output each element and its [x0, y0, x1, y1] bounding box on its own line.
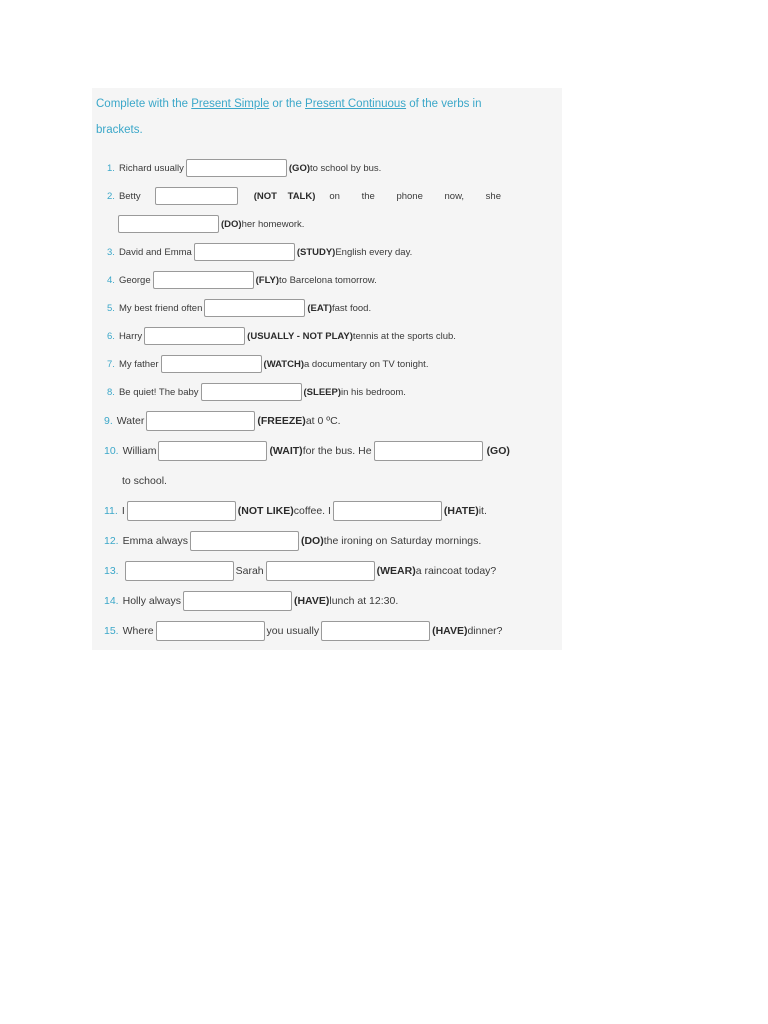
verb-prompt: (HAVE): [432, 625, 468, 637]
exercise-item-1: [107, 159, 381, 177]
item-text: I: [121, 505, 125, 517]
exercise-item-6: [107, 327, 456, 345]
item-number: 15.: [104, 625, 119, 637]
verb-prompt: (WEAR): [376, 565, 416, 577]
item-number: 4.: [107, 274, 115, 286]
item-number: 13.: [104, 565, 119, 577]
item-text: fast food.: [332, 302, 372, 314]
item-text: Betty: [118, 190, 141, 202]
item-text: Where: [122, 625, 154, 637]
verb-prompt: (EAT): [307, 302, 332, 314]
item-number: 1.: [107, 162, 115, 174]
item-text: William: [122, 445, 157, 457]
item-text: a raincoat today?: [415, 565, 497, 577]
item-text: dinner?: [467, 625, 503, 637]
present-continuous-label: Present Continuous: [305, 98, 407, 110]
answer-box-3[interactable]: [194, 243, 295, 261]
answer-box-2a[interactable]: [155, 187, 238, 205]
answer-box-13a[interactable]: [125, 561, 234, 581]
verb-prompt: (GO): [486, 445, 510, 457]
verb-prompt: (GO): [288, 162, 310, 174]
item-text: Be quiet! The baby: [118, 386, 199, 398]
item-number: 5.: [107, 302, 115, 314]
item-text: you usually: [266, 625, 320, 637]
answer-box-10a[interactable]: [158, 441, 267, 461]
item-text: tennis at the sports club.: [352, 330, 456, 342]
item-text: in his bedroom.: [341, 386, 406, 398]
item-number: 7.: [107, 358, 115, 370]
instructions-line-1: [96, 98, 482, 110]
verb-prompt: (DO): [300, 535, 324, 547]
item-text: to Barcelona tomorrow.: [279, 274, 377, 286]
item-number: 8.: [107, 386, 115, 398]
verb-prompt: (SLEEP): [303, 386, 341, 398]
verb-prompt: (HATE): [443, 505, 479, 517]
item-text: English every day.: [335, 246, 413, 258]
item-text: the ironing on Saturday mornings.: [323, 535, 482, 547]
instructions-text: of the verbs in: [406, 98, 482, 110]
verb-prompt: (FLY): [255, 274, 280, 286]
instructions-line-2: brackets.: [96, 124, 143, 136]
present-simple-label: Present Simple: [191, 98, 270, 110]
item-text: Water: [116, 415, 145, 427]
answer-box-4[interactable]: [153, 271, 254, 289]
item-text: George: [118, 274, 151, 286]
item-text: coffee. I: [293, 505, 331, 517]
exercise-item-10-cont: [122, 475, 167, 487]
exercise-item-5: [107, 299, 371, 317]
verb-prompt: (DO): [221, 218, 242, 230]
exercise-item-9: [104, 411, 341, 431]
item-text: Sarah: [235, 565, 264, 577]
item-text: her homework.: [241, 218, 305, 230]
exercise-item-11: [104, 501, 487, 521]
item-text: lunch at 12:30.: [329, 595, 399, 607]
item-text: it.: [478, 505, 487, 517]
item-text: My father: [118, 358, 159, 370]
item-number: 11.: [104, 505, 118, 517]
item-text: Richard usually: [118, 162, 184, 174]
answer-box-8[interactable]: [201, 383, 302, 401]
answer-box-14[interactable]: [183, 591, 292, 611]
item-text: at 0 ºC.: [305, 415, 341, 427]
item-text: Emma always: [122, 535, 188, 547]
verb-prompt: (NOT LIKE): [237, 505, 294, 517]
verb-prompt: (USUALLY - NOT PLAY): [247, 330, 353, 342]
answer-box-12[interactable]: [190, 531, 299, 551]
answer-box-11b[interactable]: [333, 501, 442, 521]
verb-prompt: (FREEZE): [257, 415, 306, 427]
answer-box-2b[interactable]: [118, 215, 219, 233]
verb-prompt: (HAVE): [293, 595, 330, 607]
exercise-item-2: [107, 187, 501, 205]
answer-box-1[interactable]: [186, 159, 287, 177]
item-text: to school.: [122, 475, 167, 487]
exercise-item-13: [104, 561, 496, 581]
item-number: 14.: [104, 595, 119, 607]
item-text: a documentary on TV tonight.: [304, 358, 429, 370]
exercise-item-15: [104, 621, 503, 641]
item-number: 10.: [104, 445, 119, 457]
answer-box-10b[interactable]: [374, 441, 483, 461]
instructions-text: or the: [269, 98, 306, 110]
exercise-item-3: [107, 243, 412, 261]
answer-box-5[interactable]: [204, 299, 305, 317]
item-text: David and Emma: [118, 246, 192, 258]
answer-box-6[interactable]: [144, 327, 245, 345]
answer-box-15a[interactable]: [156, 621, 265, 641]
exercise-item-12: [104, 531, 481, 551]
item-number: 3.: [107, 246, 115, 258]
verb-prompt: (STUDY): [296, 246, 336, 258]
item-number: 9.: [104, 415, 113, 427]
verb-prompt: (NOT TALK): [253, 190, 316, 202]
exercise-item-8: [107, 383, 406, 401]
verb-prompt: (WAIT): [269, 445, 303, 457]
item-text: to school by bus.: [310, 162, 382, 174]
item-text: My best friend often: [118, 302, 203, 314]
item-text: Harry: [118, 330, 143, 342]
item-text: for the bus. He: [302, 445, 372, 457]
verb-prompt: (WATCH): [263, 358, 304, 370]
item-number: 12.: [104, 535, 119, 547]
answer-box-9[interactable]: [146, 411, 255, 431]
exercise-item-2-cont: [118, 215, 304, 233]
exercise-item-14: [104, 591, 398, 611]
answer-box-7[interactable]: [161, 355, 262, 373]
exercise-item-10: [104, 441, 510, 461]
item-number: 6.: [107, 330, 115, 342]
answer-box-11a[interactable]: [127, 501, 236, 521]
item-text: on the phone now, she: [329, 190, 501, 202]
item-text: Holly always: [122, 595, 181, 607]
answer-box-13b[interactable]: [266, 561, 375, 581]
instructions-text: Complete with the: [96, 98, 192, 110]
exercise-item-7: [107, 355, 428, 373]
item-number: 2.: [107, 190, 115, 202]
exercise-item-4: [107, 271, 377, 289]
answer-box-15b[interactable]: [321, 621, 430, 641]
